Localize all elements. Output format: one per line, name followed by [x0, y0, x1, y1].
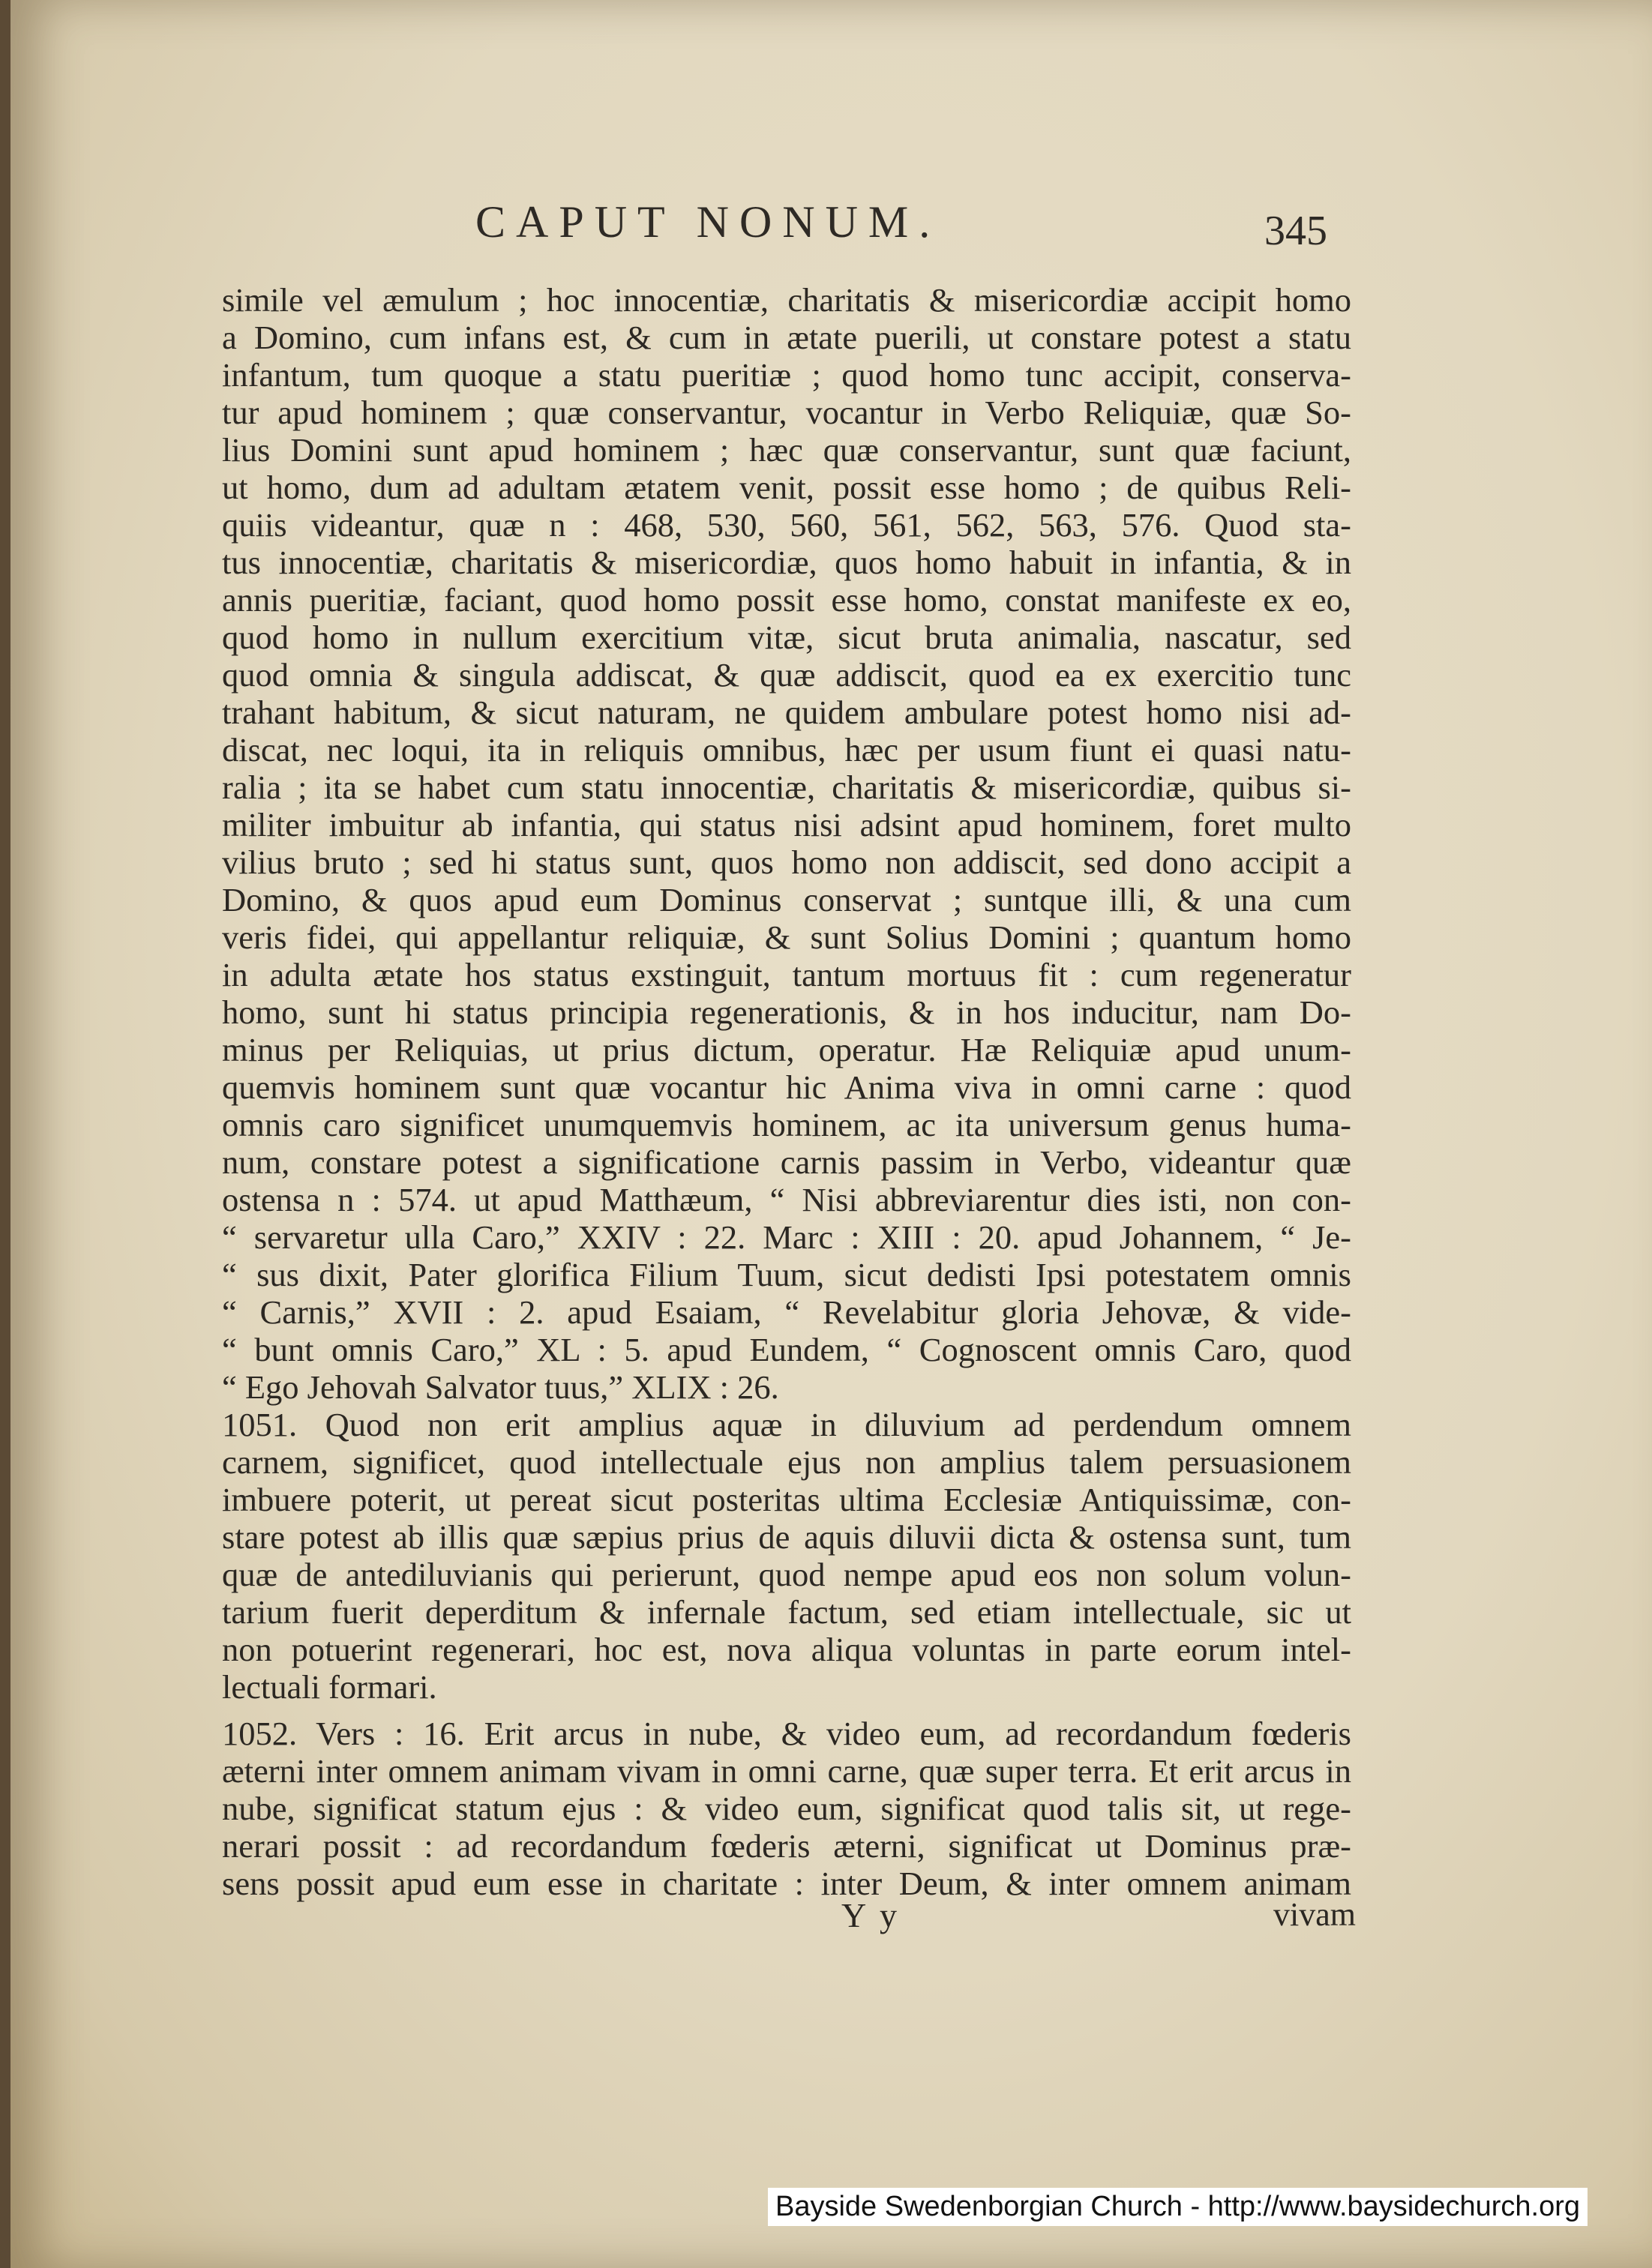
text-line: lius Domini sunt apud hominem ; hæc quæ conservantur, sunt quæ faciunt,	[222, 431, 1351, 469]
text-line: quod omnia & singula addiscat, & quæ addiscit, quod ea ex exercitio tunc	[222, 656, 1351, 694]
text-line: quod homo in nullum exercitium vitæ, sicut bruta animalia, nascatur, sed	[222, 619, 1351, 656]
text-line: in adulta ætate hos status exstinguit, tantum mortuus fit : cum regeneratur	[222, 956, 1351, 993]
book-page	[10, 0, 1652, 2268]
text-line: “ bunt omnis Caro,” XL : 5. apud Eundem, “ Cognoscent omnis Caro, quod	[222, 1331, 1351, 1368]
text-line: “ Ego Jehovah Salvator tuus,” XLIX : 26.	[222, 1368, 779, 1406]
text-line: omnis caro significet unumquemvis hominem, ac ita universum genus huma-	[222, 1106, 1351, 1143]
text-line: “ servaretur ulla Caro,” XXIV : 22. Marc : XIII : 20. apud Johannem, “ Je-	[222, 1218, 1351, 1256]
text-line: ostensa n : 574. ut apud Matthæum, “ Nisi abbreviarentur dies isti, non con-	[222, 1181, 1351, 1218]
text-line: nube, significat statum ejus : & video eum, significat quod talis sit, ut rege-	[222, 1790, 1351, 1827]
paragraph-gap	[222, 1706, 1351, 1715]
text-line: tur apud hominem ; quæ conservantur, vocantur in Verbo Reliquiæ, quæ So-	[222, 394, 1351, 431]
text-line: quiis videantur, quæ n : 468, 530, 560, 561, 562, 563, 576. Quod sta-	[222, 506, 1351, 544]
text-line: discat, nec loqui, ita in reliquis omnibus, hæc per usum fiunt ei quasi natu-	[222, 731, 1351, 768]
text-line: quæ de antediluvianis qui perierunt, quod nempe apud eos non solum volun-	[222, 1556, 1351, 1593]
text-line: lectuali formari.	[222, 1668, 437, 1706]
text-line: 1052. Vers : 16. Erit arcus in nube, & video eum, ad recordandum fœderis	[222, 1715, 1351, 1752]
text-line: tarium fuerit deperditum & infernale factum, sed etiam intellectuale, sic ut	[222, 1593, 1351, 1631]
watermark-caption: Bayside Swedenborgian Church - http://www.baysidechurch.org	[768, 2188, 1588, 2226]
text-line: a Domino, cum infans est, & cum in ætate puerili, ut constare potest a statu	[222, 319, 1351, 356]
text-line: trahant habitum, & sicut naturam, ne quidem ambulare potest homo nisi ad-	[222, 694, 1351, 731]
signature-mark: Y y	[841, 1896, 901, 1934]
page-number: 345	[1264, 208, 1327, 254]
text-line: “ Carnis,” XVII : 2. apud Esaiam, “ Revelabitur gloria Jehovæ, & vide-	[222, 1293, 1351, 1331]
text-line: non potuerint regenerari, hoc est, nova aliqua voluntas in parte eorum intel-	[222, 1631, 1351, 1668]
text-line: vilius bruto ; sed hi status sunt, quos homo non addiscit, sed dono accipit a	[222, 843, 1351, 881]
running-head: CAPUT NONUM.	[475, 197, 941, 247]
text-line: tus innocentiæ, charitatis & misericordiæ, quos homo habuit in infantia, & in	[222, 544, 1351, 581]
text-line: minus per Reliquias, ut prius dictum, operatur. Hæ Reliquiæ apud unum-	[222, 1031, 1351, 1068]
text-line: infantum, tum quoque a statu pueritiæ ; quod homo tunc accipit, conserva-	[222, 356, 1351, 394]
text-line: simile vel æmulum ; hoc innocentiæ, charitatis & misericordiæ accipit homo	[222, 281, 1351, 319]
text-line: “ sus dixit, Pater glorifica Filium Tuum, sicut dedisti Ipsi potestatem omnis	[222, 1256, 1351, 1293]
body-text	[222, 281, 1351, 1902]
text-line: num, constare potest a significatione carnis passim in Verbo, videantur quæ	[222, 1143, 1351, 1181]
text-line: 1051. Quod non erit amplius aquæ in diluvium ad perdendum omnem	[222, 1406, 1351, 1443]
text-line: sens possit apud eum esse in charitate : inter Deum, & inter omnem animam	[222, 1865, 1351, 1902]
text-line: homo, sunt hi status principia regenerationis, & in hos inducitur, nam Do-	[222, 993, 1351, 1031]
text-line: stare potest ab illis quæ sæpius prius de aquis diluvii dicta & ostensa sunt, tum	[222, 1518, 1351, 1556]
text-line: imbuere poterit, ut pereat sicut posteritas ultima Ecclesiæ Antiquissimæ, con-	[222, 1481, 1351, 1518]
text-line: nerari possit : ad recordandum fœderis æterni, significat ut Dominus præ-	[222, 1827, 1351, 1865]
text-line: veris fidei, qui appellantur reliquiæ, & sunt Solius Domini ; quantum homo	[222, 918, 1351, 956]
text-line: carnem, significet, quod intellectuale ejus non amplius talem persuasionem	[222, 1443, 1351, 1481]
catchword: vivam	[1273, 1896, 1356, 1933]
text-line: Domino, & quos apud eum Dominus conservat ; suntque illi, & una cum	[222, 881, 1351, 918]
text-line: æterni inter omnem animam vivam in omni carne, quæ super terra. Et erit arcus in	[222, 1752, 1351, 1790]
text-line: ralia ; ita se habet cum statu innocentiæ, charitatis & misericordiæ, quibus si-	[222, 768, 1351, 806]
text-line: annis pueritiæ, faciant, quod homo possit esse homo, constat manifeste ex eo,	[222, 581, 1351, 619]
text-line: militer imbuitur ab infantia, qui status nisi adsint apud hominem, foret multo	[222, 806, 1351, 843]
text-line: quemvis hominem sunt quæ vocantur hic Anima viva in omni carne : quod	[222, 1068, 1351, 1106]
text-line: ut homo, dum ad adultam ætatem venit, possit esse homo ; de quibus Reli-	[222, 469, 1351, 506]
